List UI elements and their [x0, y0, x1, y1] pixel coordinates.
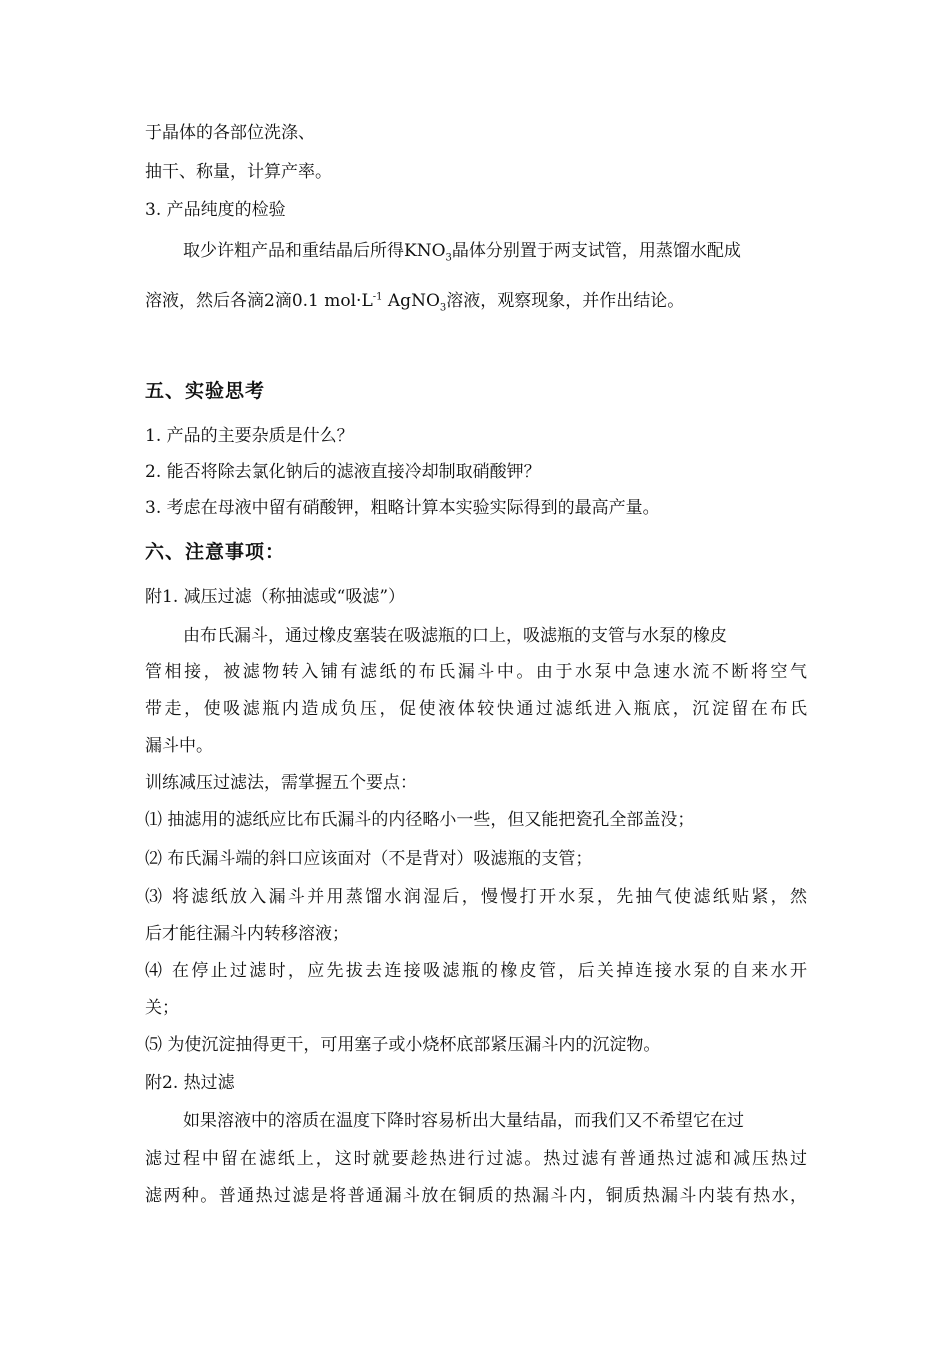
question-item: 3. 考虑在母液中留有硝酸钾，粗略计算本实验实际得到的最高产量。 — [145, 498, 660, 518]
list-item: ⑴ 抽滤用的滤纸应比布氏漏斗的内径略小一些，但又能把瓷孔全部盖没； — [145, 810, 695, 830]
list-item: 关； — [145, 998, 179, 1018]
question-item: 1. 产品的主要杂质是什么？ — [145, 426, 354, 446]
paragraph-line: 带走，使吸滤瓶内造成负压，促使液体较快通过滤纸进入瓶底，沉淀留在布氏 — [145, 699, 807, 719]
paragraph-line: 滤两种。普通热过滤是将普通漏斗放在铜质的热漏斗内，铜质热漏斗内装有热水， — [145, 1186, 807, 1206]
list-item: ⑸ 为使沉淀抽得更干，可用塞子或小烧杯底部紧压漏斗内的沉淀物。 — [145, 1035, 661, 1055]
question-item: 2. 能否将除去氯化钠后的滤液直接冷却制取硝酸钾？ — [145, 462, 541, 482]
list-item: ⑵ 布氏漏斗端的斜口应该面对（不是背对）吸滤瓶的支管； — [145, 849, 593, 869]
text-line: 训练减压过滤法，需掌握五个要点： — [145, 773, 417, 793]
section-heading: 五、实验思考 — [145, 380, 266, 402]
text-line: 3. 产品纯度的检验 — [145, 200, 286, 220]
list-item: ⑷ 在停止过滤时，应先拔去连接吸滤瓶的橡皮管，后关掉连接水泵的自来水开 — [145, 961, 807, 981]
subscript: 3 — [439, 302, 447, 314]
text-segment: AgNO — [382, 291, 440, 311]
paragraph-line: 漏斗中。 — [145, 736, 213, 756]
appendix-title: 附1. 减压过滤（称抽滤或“吸滤”） — [145, 587, 406, 607]
paragraph-line: 管相接，被滤物转入铺有滤纸的布氏漏斗中。由于水泵中急速水流不断将空气 — [145, 662, 807, 682]
paragraph-line: 滤过程中留在滤纸上，这时就要趁热进行过滤。热过滤有普通热过滤和减压热过 — [145, 1149, 807, 1169]
text-segment: 溶液，然后各滴2滴0.1 mol·L — [145, 291, 373, 311]
paragraph-line: 由布氏漏斗，通过橡皮塞装在吸滤瓶的口上，吸滤瓶的支管与水泵的橡皮 — [183, 626, 727, 646]
superscript: -1 — [372, 291, 383, 303]
appendix-title: 附2. 热过滤 — [145, 1073, 235, 1093]
paragraph-line — [183, 240, 741, 262]
text-line: 抽干、称量，计算产率。 — [145, 162, 332, 182]
text-segment: 溶液，观察现象，并作出结论。 — [446, 291, 685, 311]
list-item: ⑶ 将滤纸放入漏斗并用蒸馏水润湿后，慢慢打开水泵，先抽气使滤纸贴紧，然 — [145, 887, 807, 907]
subscript: 3 — [445, 252, 452, 264]
text-segment: 取少许粗产品和重结晶后所得KNO — [183, 241, 446, 261]
paragraph-line — [145, 290, 684, 312]
section-heading: 六、注意事项： — [145, 541, 286, 563]
text-segment: 晶体分别置于两支试管，用蒸馏水配成 — [451, 241, 741, 261]
text-line: 于晶体的各部位洗涤、 — [145, 123, 315, 143]
paragraph-line: 如果溶液中的溶质在温度下降时容易析出大量结晶，而我们又不希望它在过 — [183, 1111, 744, 1131]
list-item: 后才能往漏斗内转移溶液； — [145, 924, 349, 944]
